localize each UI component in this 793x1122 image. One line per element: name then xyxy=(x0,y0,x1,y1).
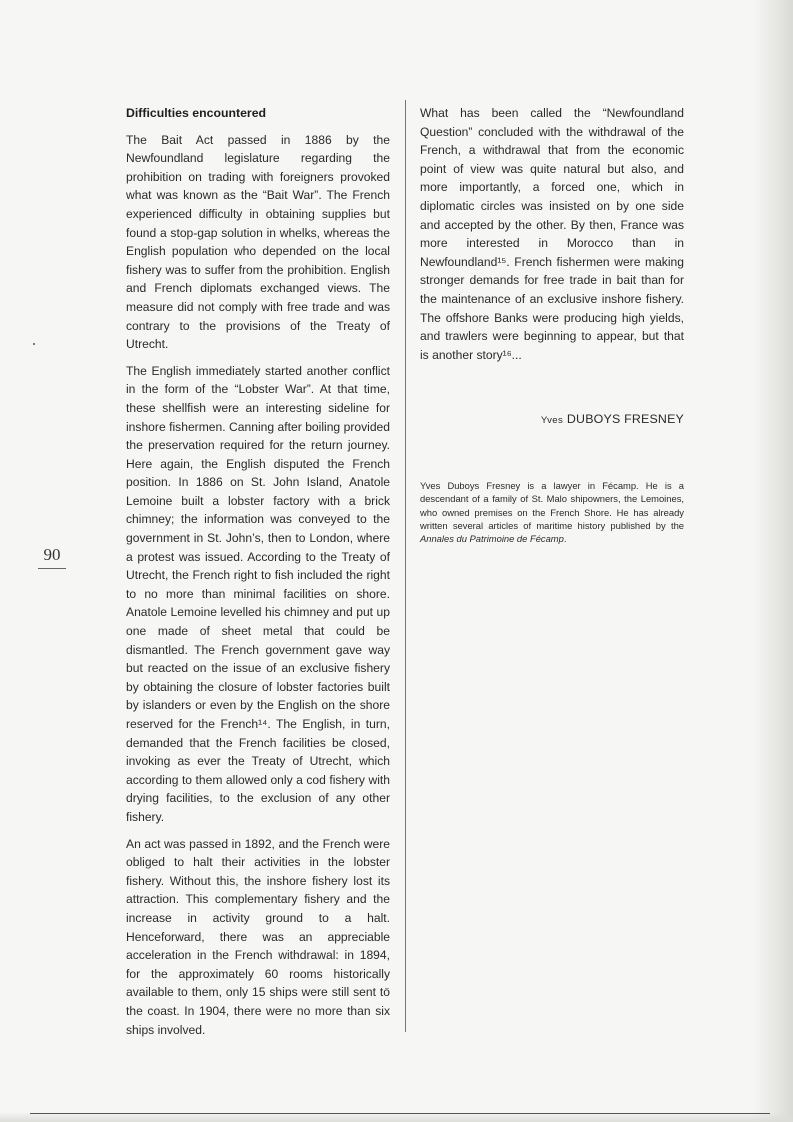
column-divider xyxy=(405,100,406,1032)
section-heading: Difficulties encountered xyxy=(126,106,267,120)
paragraph-act-1892: An act was passed in 1892, and the French were obliged to halt their activities in the lobster fishery. Without this, the inshore fishery lost its attraction. This complementary fishery and the increase in activity ground to a halt. Henceforward, there was an appreciable acceleration in the French withdrawal: in 1894, for the approximately 60 rooms historically available to them, only 15 ships were still sent to the coast. In 1904, there were no more than six ships involved. xyxy=(126,836,390,1037)
page-number: 90 xyxy=(43,545,61,564)
scan-speck xyxy=(33,343,35,345)
bio-end: . xyxy=(563,533,567,545)
page-number-underline xyxy=(38,568,66,569)
author-first-name: Yves xyxy=(540,415,564,427)
paragraph-bait-war: The Bait Act passed in 1886 by the Newfoundland legislature regarding the prohibition on trading with foreigners provoked what was known as the “Bait War”. The French experienced difficulty in obtaining supplies but found a stop-gap solution in whelks, whereas the English population who depended on the local fishery was to suffer from the prohibition. English and French diplomats exchanged views. The measure did not comply with free trade and was contrary to the provisions of the Treaty of Utrecht. xyxy=(126,132,390,352)
paragraph-newfoundland-question: What has been called the “Newfoundland Question” concluded with the withdrawal of the French, a withdrawal that from the economic point of view was quite natural but also, and more importantly, a forced one, which in diplomatic circles was insisted on by one side and accepted by the other. By then, France was more interested in Morocco than in Newfoundland¹⁵. French fishermen were making stronger demands for free trade in bait than for the maintenance of an exclusive inshore fishery. The offshore Banks were producing high yields, and trawlers were beginning to appear, but that is another story¹⁶... xyxy=(420,106,684,362)
left-column xyxy=(126,104,390,1047)
paragraph-lobster-war: The English immediately started another conflict in the form of the “Lobster War”. At that time, these shellfish were an interesting sideline for inshore fishermen. Canning after boiling provided the preservation required for the return journey. Here again, the English disputed the French position. In 1886 on St. John Island, Anatole Lemoine built a lobster factory with a brick chimney; the information was conveyed to the government in St. John’s, then to London, where a protest was issued. According to the Treaty of Utrecht, the French right to fish included the right to no more than minimal facilities on shore. Anatole Lemoine levelled his chimney and put up one made of sheet metal that could be dismantled. The French government gave way but reacted on the issue of an exclusive fishery by obtaining the closure of lobster factories built by islanders or even by the English on the shore reserved for the French¹⁴. The English, in turn, demanded that the French facilities be closed, invoking as ever the Treaty of Utrecht, which according to them allowed only a cod fishery with drying facilities, to the exclusion of any other fishery. xyxy=(126,363,390,824)
author-bio xyxy=(420,479,684,545)
author-last-name: DUBOYS FRESNEY xyxy=(566,412,684,427)
bio-publication-title: Annales du Patrimoine de Fécamp xyxy=(420,533,564,545)
bottom-border-line xyxy=(30,1113,770,1114)
scanned-page-edge-shadow xyxy=(753,0,793,1122)
bio-text: Yves Duboys Fresney is a lawyer in Fécamp. He is a descendant of a family of St. Malo shipowners, the Lemoines, who owned premises on the French Shore. He has already written several articles of maritime history published by the xyxy=(420,479,684,531)
author-signature xyxy=(420,410,684,431)
right-column xyxy=(420,104,684,545)
